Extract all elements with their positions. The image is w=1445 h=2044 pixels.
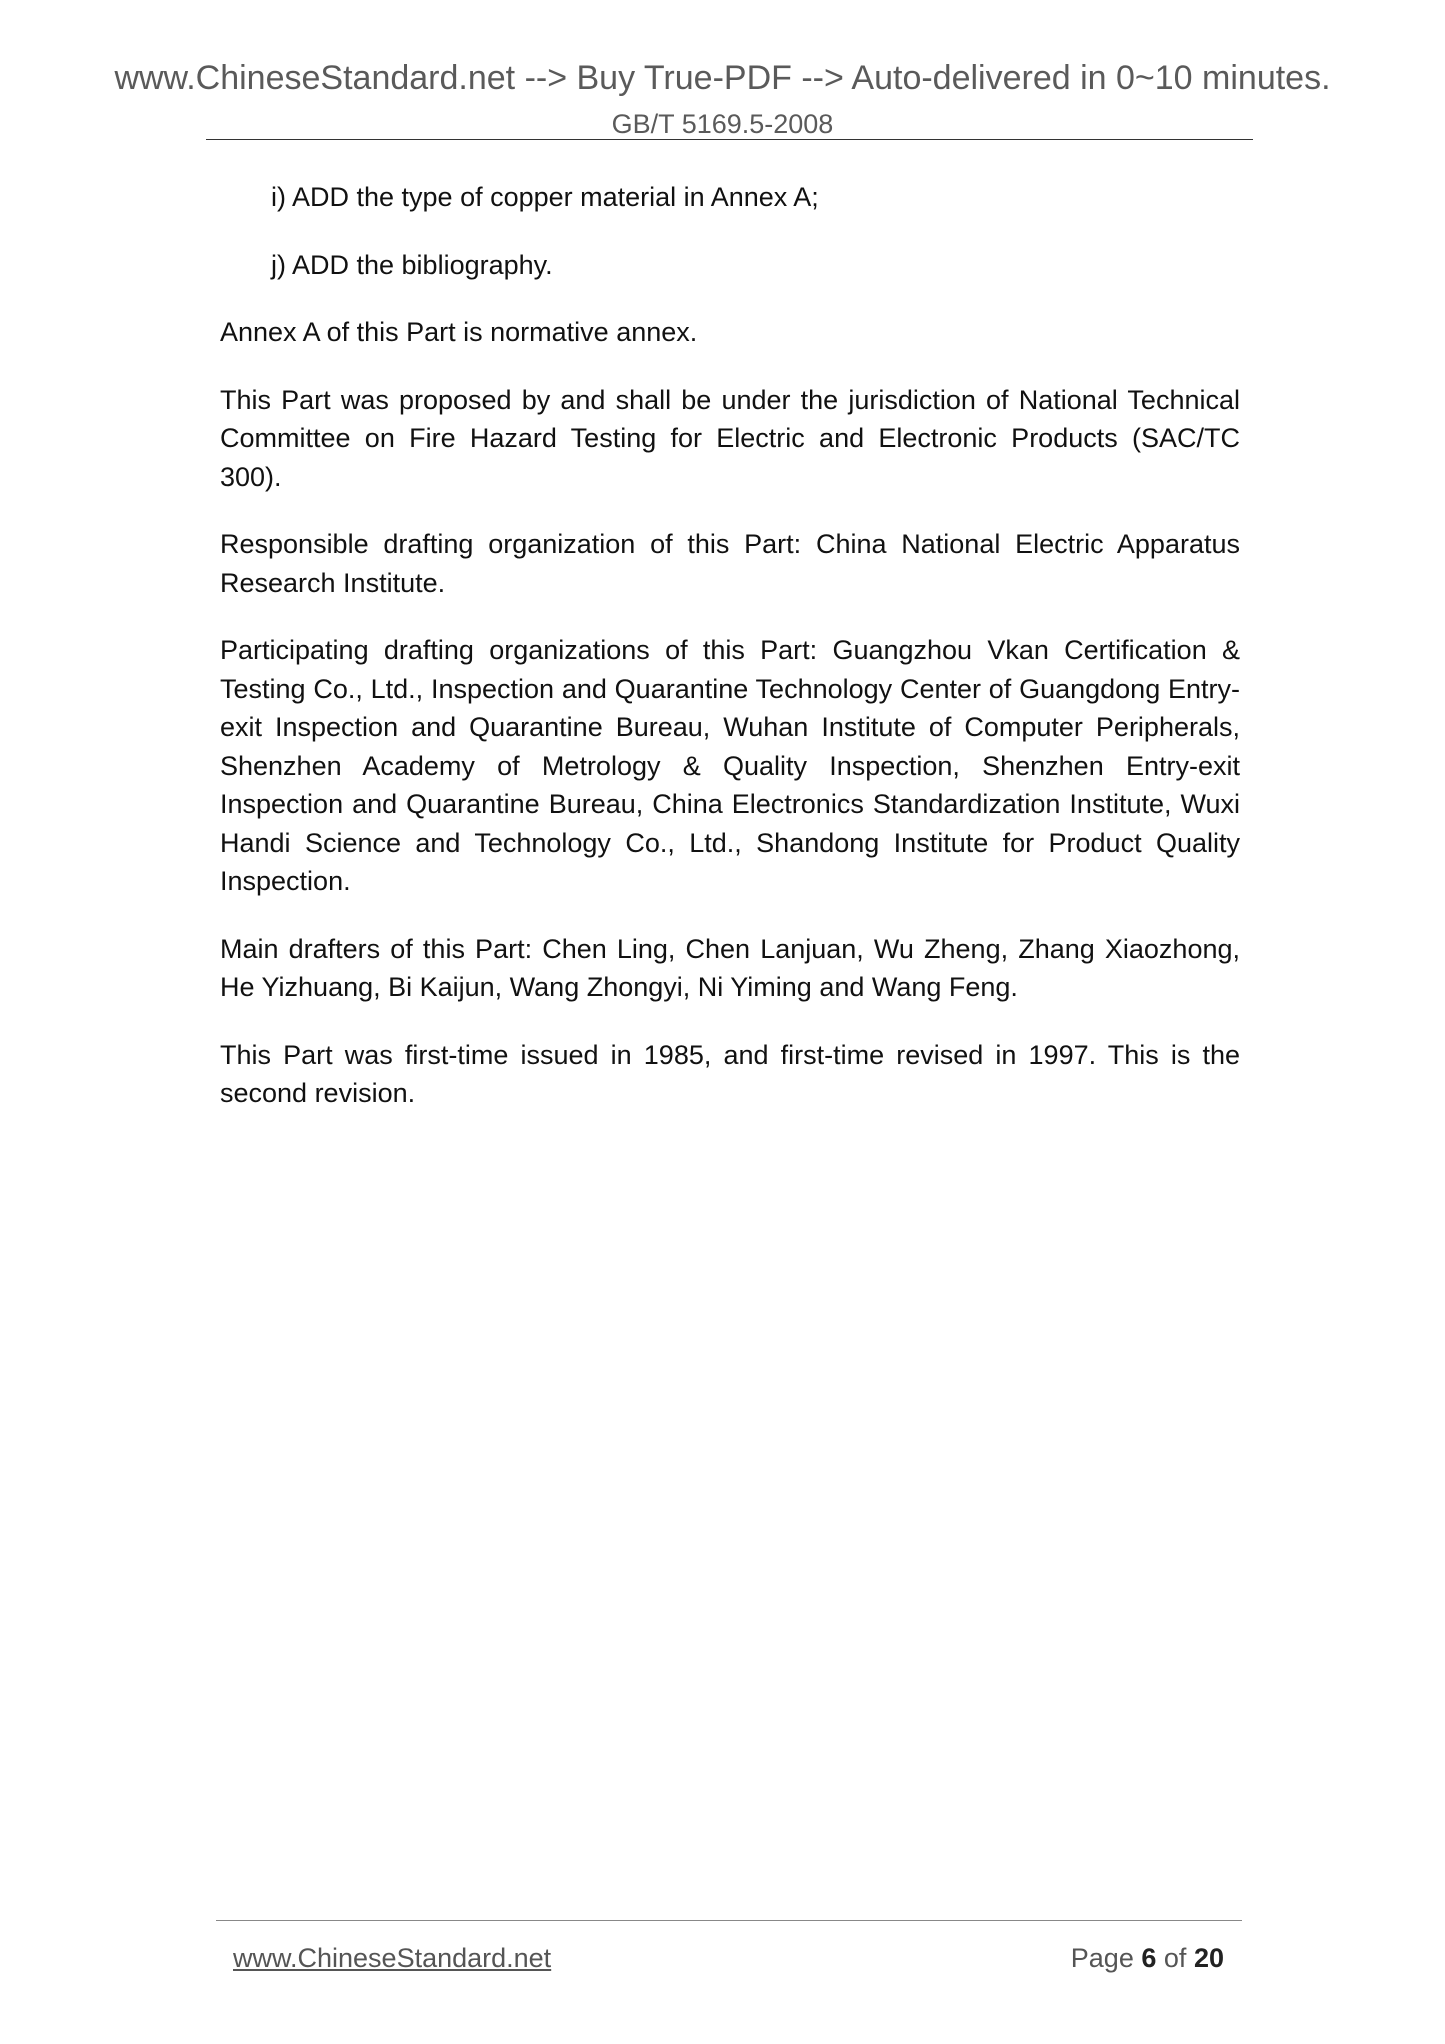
footer-website-link[interactable]: www.ChineseStandard.net bbox=[233, 1943, 552, 1973]
paragraph-annex-note: Annex A of this Part is normative annex. bbox=[220, 317, 698, 347]
list-item-j: j) ADD the bibliography. bbox=[271, 249, 553, 280]
document-body bbox=[220, 178, 1240, 1142]
page-number: 6 bbox=[1141, 1943, 1157, 1973]
page-indicator bbox=[1071, 1942, 1224, 1974]
paragraph-revision-history: This Part was first-time issued in 1985, and first-time revised in 1997. This is the second revision. bbox=[220, 1039, 1240, 1108]
of-word: of bbox=[1163, 1943, 1187, 1973]
standard-code: GB/T 5169.5-2008 bbox=[611, 109, 834, 139]
paragraph-main-drafters: Main drafters of this Part: Chen Ling, Chen Lanjuan, Wu Zheng, Zhang Xiaozhong, He Yizhuang, Bi Kaijun, Wang Zhongyi, Ni Yiming and Wang Feng. bbox=[220, 933, 1240, 1002]
paragraph-responsible-org: Responsible drafting organization of this Part: China National Electric Apparatus Research Institute. bbox=[220, 529, 1240, 598]
page-total: 20 bbox=[1193, 1943, 1224, 1973]
header-divider bbox=[206, 139, 1253, 140]
page-word: Page bbox=[1070, 1943, 1134, 1973]
header-banner-link[interactable]: www.ChineseStandard.net --> Buy True-PDF --> Auto-delivered in 0~10 minutes. bbox=[114, 59, 1331, 97]
list-item-i: i) ADD the type of copper material in Annex A; bbox=[271, 182, 819, 212]
paragraph-participating-orgs: Participating drafting organizations of this Part: Guangzhou Vkan Certification & Testing Co., Ltd., Inspection and Quarantine Technology Center of Guangdong Entry-exit Inspection and Quarantine Bureau, Wuhan Institute of Computer Peripherals, Shenzhen Academy of Metrology & Quality Inspection, Shenzhen Entry-exit Inspection and Quarantine Bureau, China Electronics Standardization Institute, Wuxi Handi Science and Technology Co., Ltd., Shandong Institute for Product Quality Inspection. bbox=[220, 635, 1240, 896]
footer-divider bbox=[216, 1920, 1242, 1921]
paragraph-proposed-by: This Part was proposed by and shall be under the jurisdiction of National Technical Committee on Fire Hazard Testing for Electric and Electronic Products (SAC/TC 300). bbox=[220, 384, 1240, 492]
